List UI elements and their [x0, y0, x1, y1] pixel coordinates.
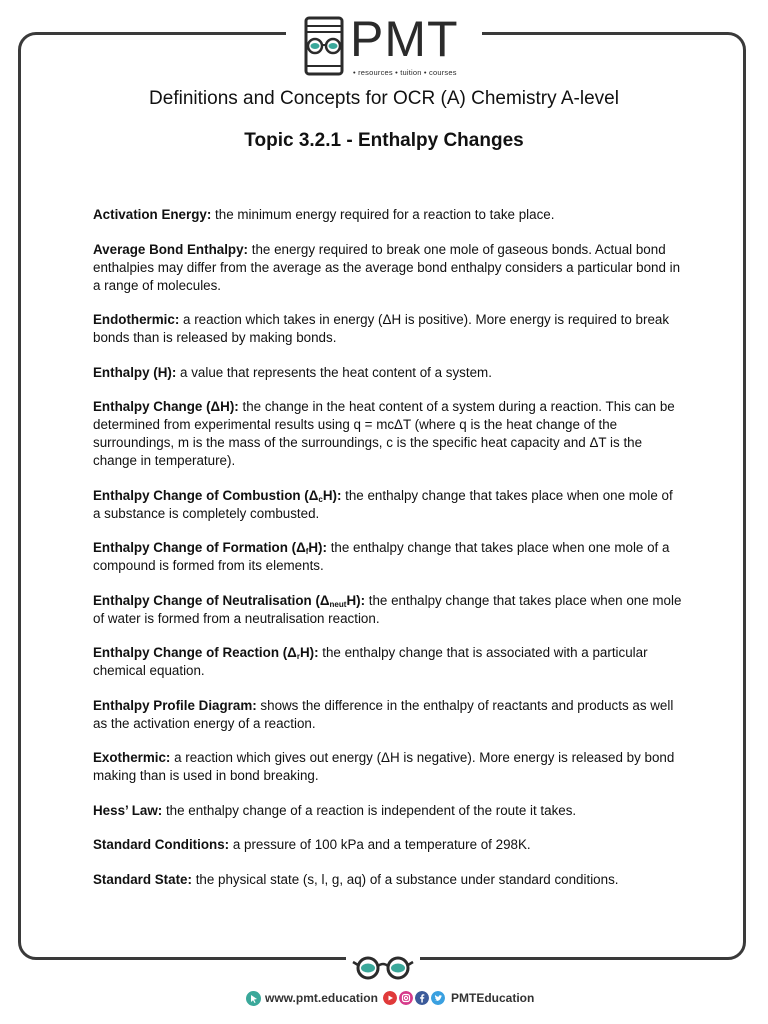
definition-text: the enthalpy change of a reaction is independent of the route it takes.	[162, 802, 577, 818]
definition-term: Enthalpy Change (ΔH):	[93, 399, 239, 414]
definition-text: a reaction which gives out energy (ΔH is negative). More energy is released by bond making than is used in bond breaking.	[93, 750, 675, 783]
definition-item	[93, 311, 683, 347]
definition-item	[93, 364, 683, 382]
definition-term: Endothermic:	[93, 312, 180, 327]
definition-text: shows the difference in the enthalpy of reactants and products as well as the activation energy of a reaction.	[93, 697, 674, 731]
definition-text: a pressure of 100 kPa and a temperature of 298K.	[229, 837, 531, 852]
website-link[interactable]: www.pmt.education	[265, 991, 378, 1005]
definition-text: the enthalpy change that takes place when one mole of a compound is formed from its elements.	[93, 540, 670, 573]
definition-text: a value that represents the heat content of a system.	[176, 364, 492, 380]
social-handle[interactable]: PMTEducation	[451, 991, 535, 1005]
footer	[0, 988, 768, 1010]
definition-text: the energy required to break one mole of gaseous bonds. Actual bond enthalpies may differ from the average as the average bond enthalpy considers a particular bond in a range of molecules.	[93, 241, 681, 293]
definition-item	[93, 836, 683, 854]
cursor-icon	[246, 991, 261, 1006]
definition-text: the minimum energy required for a reaction to take place.	[211, 207, 555, 222]
definition-text: the enthalpy change that takes place when one mole of water is formed from a neutralisation reaction.	[93, 592, 682, 626]
youtube-icon[interactable]	[383, 991, 397, 1005]
definition-item	[93, 697, 683, 733]
definition-term: Hess’ Law:	[93, 802, 163, 818]
definitions-list	[93, 206, 683, 905]
definition-term: Enthalpy Profile Diagram:	[93, 697, 257, 713]
definition-term: Average Bond Enthalpy:	[93, 241, 249, 257]
definition-item	[93, 398, 683, 470]
definition-item	[93, 644, 683, 680]
definition-text: the change in the heat content of a system during a reaction. This can be determined from experimental results using q = mcΔT (where q is the heat change of the surroundings, m is the mass of the surroundings, c is the specific heat capacity and ΔT is the change in temperature).	[93, 399, 675, 468]
definition-term: Enthalpy Change of Reaction $(\Delta_rH)$:	[93, 645, 319, 661]
definition-item	[93, 241, 683, 295]
instagram-icon[interactable]	[399, 991, 413, 1005]
definition-term: Standard State:	[93, 871, 192, 887]
facebook-icon[interactable]	[415, 991, 429, 1005]
definition-text: a reaction which takes in energy (ΔH is positive). More energy is required to break bonds than is released by making bonds.	[93, 312, 670, 345]
logo-text: PMT	[350, 11, 459, 67]
document-title: Definitions and Concepts for OCR (A) Chemistry A-level	[149, 88, 619, 109]
definition-term: Activation Energy:	[93, 207, 212, 222]
logo-tagline: • resources • tuition • courses	[353, 68, 457, 77]
definition-item	[93, 592, 683, 628]
definition-text: the enthalpy change that takes place when one mole of a substance is completely combusted.	[93, 487, 673, 521]
definition-item	[93, 206, 683, 224]
definition-term: Enthalpy Change of Formation $(\Delta_fH)$:	[93, 540, 327, 556]
definition-item	[93, 749, 683, 785]
definition-term: Standard Conditions:	[93, 837, 230, 852]
definition-item	[93, 802, 683, 820]
definition-text: the physical state (s, l, g, aq) of a substance under standard conditions.	[191, 871, 619, 887]
definition-term: Enthalpy (H):	[93, 364, 177, 380]
definition-item	[93, 871, 683, 889]
topic-title: Topic 3.2.1 - Enthalpy Changes	[244, 130, 524, 151]
glasses-icon	[346, 954, 420, 985]
definition-term: Enthalpy Change of Combustion $(\Delta_cH)$:	[93, 487, 342, 504]
definition-text: the enthalpy change that is associated with a particular chemical equation.	[93, 645, 648, 678]
pmt-logo	[286, 8, 482, 80]
definition-item	[93, 539, 683, 575]
book-glasses-icon	[300, 16, 348, 78]
definition-item	[93, 487, 683, 523]
twitter-icon[interactable]	[431, 991, 445, 1005]
definition-term: Exothermic:	[93, 750, 171, 765]
definition-term: Enthalpy Change of Neutralisation $(\Delta_{neut}H)$:	[93, 592, 366, 609]
